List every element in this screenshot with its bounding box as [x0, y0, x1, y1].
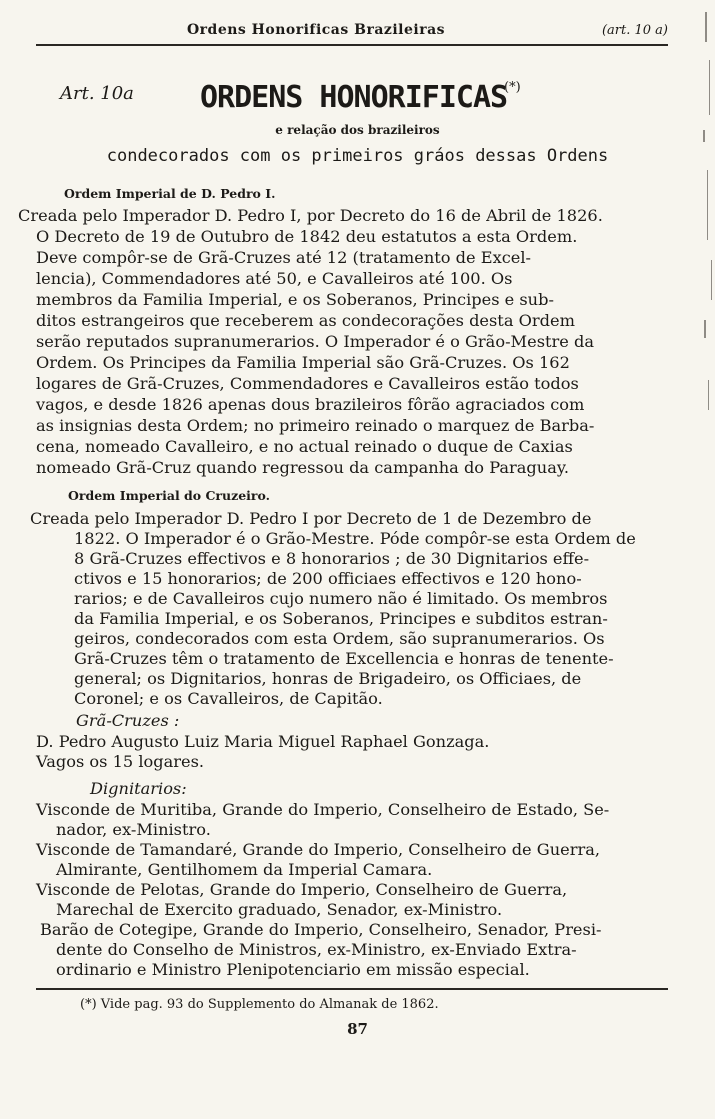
list-item: Visconde de Tamandaré, Grande do Imperio, Conselheiro de Guerra, — [36, 840, 600, 859]
dignitarios-heading: Dignitarios: — [90, 779, 187, 798]
list-item: Visconde de Pelotas, Grande do Imperio, Conselheiro de Guerra, — [36, 880, 568, 899]
page-title: ORDENS HONORIFICAS — [200, 80, 508, 115]
running-title: Ordens Honorificas Brazileiras — [186, 22, 446, 38]
text-line: general; os Dignitarios, honras de Brigadeiro, os Officiaes, de — [74, 669, 582, 688]
gra-cruzes-heading: Grã-Cruzes : — [76, 711, 180, 730]
text-line: Deve compôr-se de Grã-Cruzes até 12 (tratamento de Excel- — [36, 248, 531, 267]
text-line: cena, nomeado Cavalleiro, e no actual reinado o duque de Caxias — [36, 437, 573, 456]
footnote-rule — [36, 988, 668, 990]
list-item: Barão de Cotegipe, Grande do Imperio, Conselheiro, Senador, Presi- — [40, 920, 602, 939]
page-number: 87 — [347, 1020, 368, 1038]
section-2-title: Ordem Imperial do Cruzeiro. — [68, 488, 270, 503]
list-item: Vagos os 15 logares. — [36, 752, 205, 771]
footnote: (*) Vide pag. 93 do Supplemento do Almanak de 1862. — [80, 997, 439, 1012]
list-item: ordinario e Ministro Plenipotenciario em missão especial. — [56, 960, 530, 979]
subtitle: e relação dos brazileiros — [275, 123, 440, 137]
list-item: Marechal de Exercito graduado, Senador, ex-Ministro. — [56, 900, 503, 919]
list-item: Almirante, Gentilhomem da Imperial Camara. — [56, 860, 433, 879]
article-reference: (art. 10 a) — [601, 23, 668, 38]
list-item: Visconde de Muritiba, Grande do Imperio, Conselheiro de Estado, Se- — [36, 800, 610, 819]
text-line: geiros, condecorados com esta Ordem, são supranumerarios. Os — [74, 629, 605, 648]
text-line: Coronel; e os Cavalleiros, de Capitão. — [74, 689, 383, 708]
text-line: rarios; e de Cavalleiros cujo numero não é limitado. Os membros — [74, 589, 608, 608]
section-1-title: Ordem Imperial de D. Pedro I. — [64, 186, 276, 201]
text-line: Grã-Cruzes têm o tratamento de Excellencia e honras de tenente- — [74, 649, 614, 668]
text-line: vagos, e desde 1826 apenas dous brazileiros fôrão agraciados com — [36, 395, 585, 414]
text-line: ditos estrangeiros que receberem as condecorações desta Ordem — [36, 311, 575, 330]
text-line: nomeado Grã-Cruz quando regressou da campanha do Paraguay. — [36, 458, 569, 477]
list-item: nador, ex-Ministro. — [56, 820, 211, 839]
header-rule — [36, 44, 668, 46]
text-line: O Decreto de 19 de Outubro de 1842 deu estatutos a esta Ordem. — [36, 227, 578, 246]
scan-edge-noise — [693, 0, 715, 700]
text-line: Ordem. Os Principes da Familia Imperial são Grã-Cruzes. Os 162 — [36, 353, 570, 372]
text-line: membros da Familia Imperial, e os Soberanos, Principes e sub- — [36, 290, 554, 309]
article-label: Art. 10a — [60, 83, 134, 104]
text-line: Creada pelo Imperador D. Pedro I por Decreto de 1 de Dezembro de — [30, 509, 592, 528]
list-item: dente do Conselho de Ministros, ex-Ministro, ex-Enviado Extra- — [56, 940, 577, 959]
text-line: 8 Grã-Cruzes effectivos e 8 honorarios ; de 30 Dignitarios effe- — [74, 549, 590, 568]
subtitle-line-2: condecorados com os primeiros gráos dessas Ordens — [106, 146, 609, 166]
text-line: serão reputados supranumerarios. O Imperador é o Grão-Mestre da — [36, 332, 594, 351]
title-footnote-marker: (*) — [504, 80, 521, 95]
text-line: ctivos e 15 honorarios; de 200 officiaes effectivos e 120 hono- — [74, 569, 582, 588]
list-item: D. Pedro Augusto Luiz Maria Miguel Raphael Gonzaga. — [36, 732, 490, 751]
text-line: da Familia Imperial, e os Soberanos, Principes e subditos estran- — [74, 609, 608, 628]
text-line: 1822. O Imperador é o Grão-Mestre. Póde compôr-se esta Ordem de — [74, 529, 636, 548]
text-line: logares de Grã-Cruzes, Commendadores e Cavalleiros estão todos — [36, 374, 579, 393]
text-line: Creada pelo Imperador D. Pedro I, por Decreto do 16 de Abril de 1826. — [18, 206, 603, 225]
text-line: as insignias desta Ordem; no primeiro reinado o marquez de Barba- — [36, 416, 595, 435]
running-head — [36, 22, 668, 44]
text-line: lencia), Commendadores até 50, e Cavalleiros até 100. Os — [36, 269, 513, 288]
